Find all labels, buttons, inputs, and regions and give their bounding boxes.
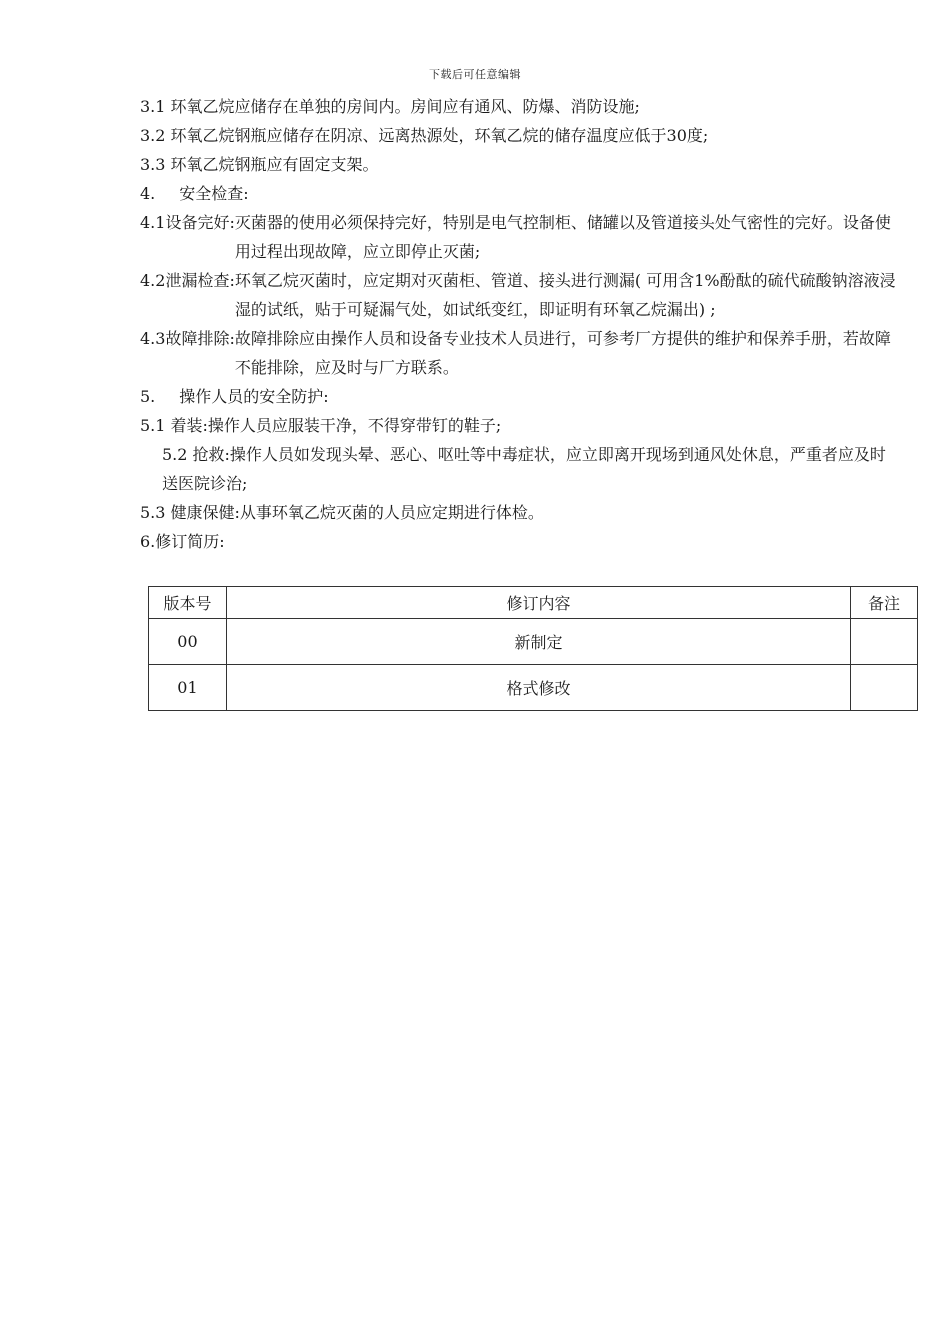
clause-4-2-number: 4.2: [140, 271, 166, 290]
table-header-row: [149, 587, 918, 619]
version-cell: 01: [149, 665, 227, 711]
content-cell: 新制定: [226, 619, 850, 665]
clause-3-2: 3.2 环氧乙烷钢瓶应储存在阴凉、远离热源处，环氧乙烷的储存温度应低于30度;: [140, 126, 709, 145]
column-header-content: 修订内容: [226, 587, 850, 619]
remark-cell: [851, 665, 918, 711]
clause-3-3: 3.3 环氧乙烷钢瓶应有固定支架。: [140, 155, 379, 174]
section-4-title: 安全检查:: [179, 184, 249, 203]
remark-cell: [851, 619, 918, 665]
content-cell: 格式修改: [226, 665, 850, 711]
revision-history-table: [148, 586, 918, 711]
column-header-remark: 备注: [851, 587, 918, 619]
clause-4-1-text: 灭菌器的使用必须保持完好，特别是电气控制柜、储罐以及管道接头处气密性的完好。设备使用过程出现故障，应立即停止灭菌;: [234, 213, 891, 261]
section-5-heading: [140, 382, 900, 411]
clause-4-3-label: 故障排除:: [165, 329, 235, 348]
clause-4-3: [140, 324, 900, 382]
clause-4-2-label: 泄漏检查:: [165, 271, 235, 290]
clause-5-3: 5.3 健康保健:从事环氧乙烷灭菌的人员应定期进行体检。: [140, 503, 544, 522]
column-header-version: 版本号: [149, 587, 227, 619]
table-row: [149, 665, 918, 711]
clause-4-2-text: 环氧乙烷灭菌时，应定期对灭菌柜、管道、接头进行测漏( 可用含1%酚酞的硫代硫酸钠溶液浸湿的试纸，贴于可疑漏气处，如试纸变红，即证明有环氧乙烷漏出) ;: [234, 271, 896, 319]
section-5-title: 操作人员的安全防护:: [179, 387, 329, 406]
clause-3-1: 3.1 环氧乙烷应储存在单独的房间内。房间应有通风、防爆、消防设施;: [140, 97, 640, 116]
clause-4-2: [140, 266, 900, 324]
clause-4-1-label: 设备完好:: [165, 213, 235, 232]
clause-4-3-number: 4.3: [140, 329, 166, 348]
clause-5-1: 5.1 着装:操作人员应服装干净，不得穿带钉的鞋子;: [140, 416, 502, 435]
document-body: [140, 92, 900, 556]
clause-4-1: [140, 208, 900, 266]
section-6-heading: 6.修订简历:: [140, 532, 225, 551]
clause-4-1-number: 4.1: [140, 213, 166, 232]
clause-5-2: 5.2 抢救:操作人员如发现头晕、恶心、呕吐等中毒症状，应立即离开现场到通风处休息，严重者应及时送医院诊治;: [162, 445, 886, 493]
section-4-number: 4.: [140, 184, 156, 203]
clause-4-3-text: 故障排除应由操作人员和设备专业技术人员进行，可参考厂方提供的维护和保养手册，若故障不能排除，应及时与厂方联系。: [234, 329, 891, 377]
table-row: [149, 619, 918, 665]
section-4-heading: [140, 179, 900, 208]
version-cell: 00: [149, 619, 227, 665]
page-header-note: 下载后可任意编辑: [429, 68, 521, 81]
section-5-number: 5.: [140, 387, 156, 406]
